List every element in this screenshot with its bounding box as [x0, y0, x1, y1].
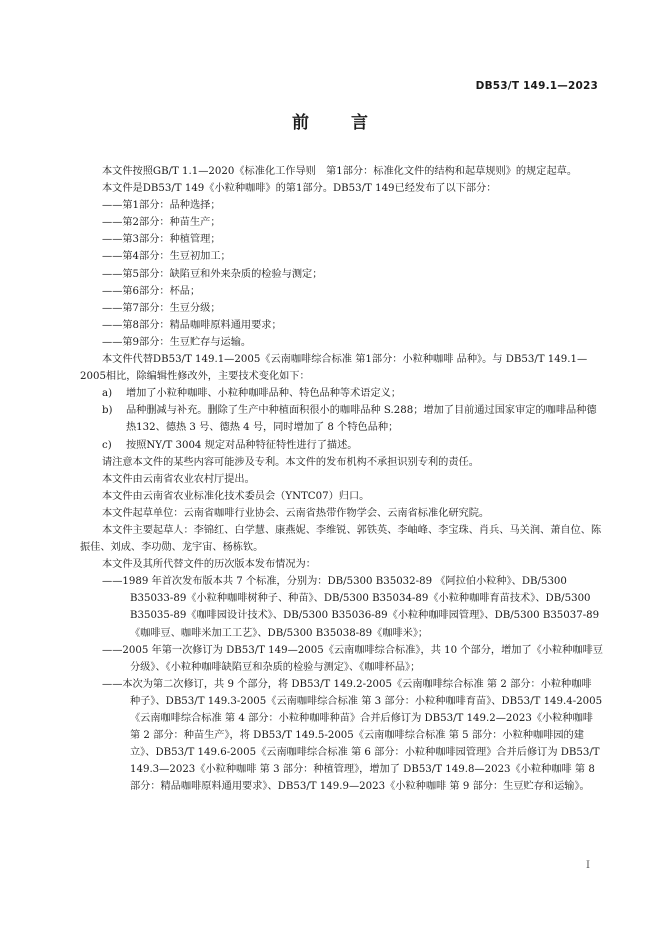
- change-item: [80, 402, 604, 436]
- part-list-item: ——第1部分：品种选择；: [102, 200, 221, 212]
- title-char-2: 言: [351, 113, 370, 133]
- change-item: [80, 385, 604, 402]
- part-list-item: ——第3部分：种植管理；: [102, 234, 221, 246]
- change-label: c): [102, 439, 112, 451]
- part-list-item: ——第8部分：精品咖啡原料通用要求；: [102, 319, 282, 331]
- paragraph-replaces: 本文件代替DB53/T 149.1—2005《云南咖啡综合标准 第1部分：小粒种咖啡 品种》。与 DB53/T 149.1—2005相比，除编辑性修改外，主要技术变化如下：: [80, 354, 588, 383]
- paragraph-proposer: 本文件由云南省农业农村厅提出。: [102, 473, 255, 485]
- paragraph-part-intro: 本文件是DB53/T 149《小粒种咖啡》的第1部分。DB53/T 149已经发布了以下部分：: [102, 183, 497, 195]
- change-item: [80, 437, 604, 454]
- page-title: [0, 108, 662, 133]
- change-label: b): [102, 405, 113, 417]
- history-item: ——2005 年第一次修订为 DB53/T 149—2005《云南咖啡综合标准》，共 10 个部分，增加了《小粒种咖啡豆分级》、《小粒种咖啡缺陷豆和杂质的检验与测定》、《咖啡杯品》；: [102, 644, 603, 673]
- paragraph-drafting-rules: 本文件按照GB/T 1.1—2020《标准化工作导则 第1部分：标准化文件的结构和起草规则》的规定起草。: [102, 166, 578, 177]
- change-text: 品种删减与补充。删除了生产中种植面积很小的咖啡品种 S.288；增加了目前通过国家审定的咖啡品种德热132、德热 3 号、德热 4 号，同时增加了 8 个特色品种；: [126, 405, 597, 434]
- part-list-item: ——第2部分：种苗生产；: [102, 217, 221, 229]
- standard-number: DB53/T 149.1—2023: [475, 80, 598, 92]
- part-list-item: ——第7部分：生豆分级；: [102, 302, 221, 314]
- title-char-1: 前: [292, 113, 311, 133]
- change-text: 按照NY/T 3004 规定对品种特征特性进行了描述。: [126, 439, 358, 451]
- foreword-body: [80, 163, 604, 795]
- paragraph-drafting-units: 本文件起草单位：云南省咖啡行业协会、云南省热带作物学会、云南省标准化研究院。: [102, 507, 490, 519]
- paragraph-drafters: 本文件主要起草人：李锦红、白学慧、康燕妮、李维锐、郭铁英、李岫峰、李宝珠、肖兵、马关润、萧自位、陈振佳、刘成、李功勋、龙宇宙、杨栋钦。: [80, 524, 602, 554]
- paragraph-committee: 本文件由云南省农业标准化技术委员会（YNTC07）归口。: [102, 490, 370, 502]
- part-list-item: ——第9部分：生豆贮存与运输。: [102, 336, 252, 348]
- part-list-item: ——第6部分：杯品；: [102, 285, 201, 297]
- change-text: 增加了小粒种咖啡、小粒种咖啡品种、特色品种等术语定义；: [126, 388, 402, 400]
- part-list-item: ——第5部分：缺陷豆和外来杂质的检验与测定；: [102, 268, 323, 280]
- change-label: a): [102, 388, 113, 400]
- part-list-item: ——第4部分：生豆初加工；: [102, 251, 231, 263]
- paragraph-history-intro: 本文件及其所代替文件的历次版本发布情况为：: [102, 559, 316, 571]
- history-item: ——1989 年首次发布版本共 7 个标准，分别为：DB/5300 B35032-89 《阿拉伯小粒种》、DB/5300 B35033-89《小粒种咖啡树种子、种苗》、DB/5300 B35034-89《小粒种咖啡育苗技术》、DB/5300 B35035-89《咖啡园设计技术》、DB/5300 B35036-89《小粒种咖啡园管理》、DB/5300 B35037-89《咖啡豆、咖啡米加工工艺》、DB/5300 B35038-89《咖啡米》；: [102, 576, 600, 639]
- paragraph-patent-notice: 请注意本文件的某些内容可能涉及专利。本文件的发布机构不承担识别专利的责任。: [102, 456, 479, 468]
- page-number: I: [586, 860, 590, 871]
- history-item: ——本次为第二次修订，共 9 个部分，将 DB53/T 149.2-2005《云南咖啡综合标准 第 2 部分：小粒种咖啡 种子》、DB53/T 149.3-2005《云南咖啡综合标准 第 3 部分：小粒种咖啡育苗》、DB53/T 149.4-2005《云南咖啡综合标准 第 4 部分：小粒种咖啡种苗》合并后修订为 DB53/T 149.2—2023《小粒种咖啡 第 2 部分：种苗生产》，将 DB53/T 149.5-2005《云南咖啡综合标准 第 5 部分：小粒种咖啡园的建立》、DB53/T 149.6-2005《云南咖啡综合标准 第 6 部分：小粒种咖啡园管理》合并后修订为 DB53/T 149.3—2023《小粒种咖啡 第 3 部分：种植管理》，增加了 DB53/T 149.8—2023《小粒种咖啡 第 8 部分：精品咖啡原料通用要求》、DB53/T 149.9—2023《小粒种咖啡 第 9 部分：生豆贮存和运输》。: [102, 678, 603, 793]
